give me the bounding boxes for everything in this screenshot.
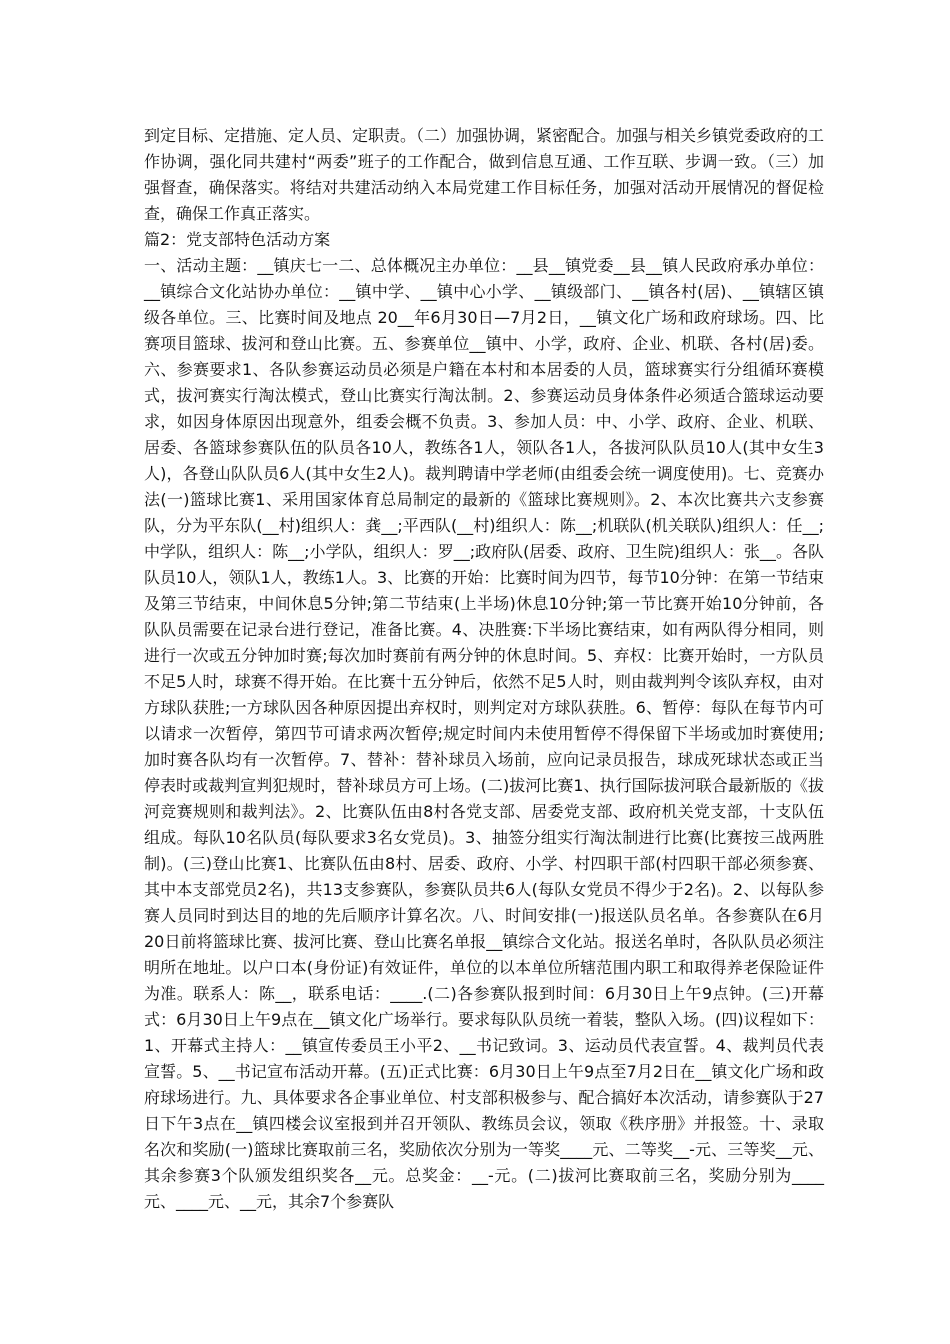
section-heading: 篇2：党支部特色活动方案 (144, 230, 331, 249)
paragraph-1: 到定目标、定措施、定人员、定职责。（二）加强协调，紧密配合。加强与相关乡镇党委政府的工作协调，强化同共建村“两委”班子的工作配合，做到信息互通、工作互联、步调一致。（三）加强督查，确保落实。将结对共建活动纳入本局党建工作目标任务，加强对活动开展情况的督促检查，确保工作真正落实。 (144, 126, 825, 223)
document-body (144, 123, 824, 1215)
paragraph-2: 一、活动主题：__镇庆七一二、总体概况主办单位：__县__镇党委__县__镇人民政府承办单位：__镇综合文化站协办单位：__镇中学、__镇中心小学、__镇级部门、__镇各村(居)、__镇辖区镇级各单位。三、比赛时间及地点 20__年6月30日—7月2日，__镇文化广场和政府球场。四、比赛项目篮球、拔河和登山比赛。五、参赛单位__镇中、小学，政府、企业、机联、各村(居)委。六、参赛要求1、各队参赛运动员必须是户籍在本村和本居委的人员，篮球赛实行分组循环赛模式，拔河赛实行淘汰模式，登山比赛实行淘汰制。2、参赛运动员身体条件必须适合篮球运动要求，如因身体原因出现意外，组委会概不负责。3、参加人员：中、小学、政府、企业、机联、居委、各篮球参赛队伍的队员各10人，教练各1人，领队各1人，各拔河队队员10人(其中女生3人)，各登山队队员6人(其中女生2人)。裁判聘请中学老师(由组委会统一调度使用)。七、竞赛办法(一)篮球比赛1、采用国家体育总局制定的最新的《篮球比赛规则》。2、本次比赛共六支参赛队，分为平东队(__村)组织人：龚__;平西队(__村)组织人：陈__;机联队(机关联队)组织人：任__;中学队，组织人：陈__;小学队，组织人：罗__;政府队(居委、政府、卫生院)组织人：张__。各队队员10人，领队1人，教练1人。3、比赛的开始：比赛时间为四节，每节10分钟：在第一节结束及第三节结束，中间休息5分钟;第二节结束(上半场)休息10分钟;第一节比赛开始10分钟前，各队队员需要在记录台进行登记，准备比赛。4、决胜赛:下半场比赛结束，如有两队得分相同，则进行一次或五分钟加时赛;每次加时赛前有两分钟的休息时间。5、弃权：比赛开始时，一方队员不足5人时，球赛不得开始。在比赛十五分钟后，依然不足5人时，则由裁判判令该队弃权，由对方球队获胜;一方球队因各种原因提出弃权时，则判定对方球队获胜。6、暂停：每队在每节内可以请求一次暂停，第四节可请求两次暂停;规定时间内未使用暂停不得保留下半场或加时赛使用;加时赛各队均有一次暂停。7、替补：替补球员入场前，应向记录员报告，球成死球状态或正当停表时或裁判宣判犯规时，替补球员方可上场。(二)拔河比赛1、执行国际拔河联合最新版的《拔河竞赛规则和裁判法》。2、比赛队伍由8村各党支部、居委党支部、政府机关党支部，十支队伍组成。每队10名队员(每队要求3名女党员)。3、抽签分组实行淘汰制进行比赛(比赛按三战两胜制)。(三)登山比赛1、比赛队伍由8村、居委、政府、小学、村四职干部(村四职干部必须参赛、其中本支部党员2名)，共13支参赛队，参赛队员共6人(每队女党员不得少于2名)。2、以每队参赛人员同时到达目的地的先后顺序计算名次。八、时间安排(一)报送队员名单。各参赛队在6月20日前将篮球比赛、拔河比赛、登山比赛名单报__镇综合文化站。报送名单时，各队队员必须注明所在地址。以户口本(身份证)有效证件，单位的以本单位所辖范围内职工和取得养老保险证件为准。联系人：陈__，联系电话：____.(二)各参赛队报到时间：6月30日上午9点钟。(三)开幕式：6月30日上午9点在__镇文化广场举行。要求每队队员统一着装，整队入场。(四)议程如下：1、开幕式主持人：__镇宣传委员王小平2、__书记致词。3、运动员代表宣誓。4、裁判员代表宣誓。5、__书记宣布活动开幕。(五)正式比赛：6月30日上午9点至7月2日在__镇文化广场和政府球场进行。九、具体要求各企事业单位、村支部积极参与、配合搞好本次活动，请参赛队于27日下午3点在__镇四楼会议室报到并召开领队、教练员会议，领取《秩序册》并报签。十、录取名次和奖励(一)篮球比赛取前三名，奖励依次分别为一等奖____元、二等奖__-元、三等奖__元、其余参赛3个队颁发组织奖各__元。总奖金：__-元。(二)拔河比赛取前三名，奖励分别为____元、____元、__元，其余7个参赛队 (144, 256, 824, 1211)
